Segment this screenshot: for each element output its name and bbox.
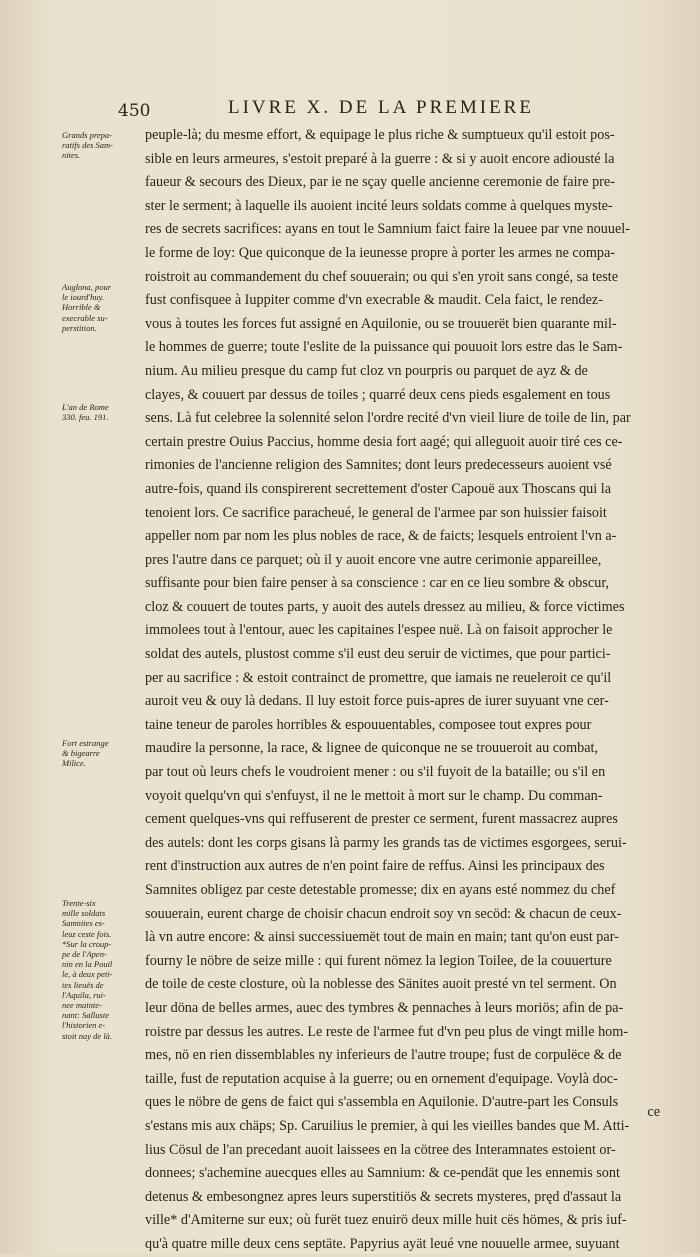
- margin-note: Grands prepa- ratifs des Sam- nites.: [62, 130, 113, 161]
- margin-note: Fort estrange & bigearre Milice.: [62, 738, 109, 769]
- running-head: LIVRE X. DE LA PREMIERE: [228, 97, 534, 118]
- text-line: immolees tout à l'entour, auec les capitaines l'espee nuë. Là on faisoit approcher le: [145, 622, 613, 639]
- text-line: certain prestre Ouius Paccius, homme desia fort aagé; qui alleguoit auoir tiré ces ce-: [145, 433, 623, 450]
- text-line: autre-fois, quand ils conspirerent secrettement d'oster Capouë aux Thoscans qui la: [145, 480, 612, 497]
- text-line: des autels: dont les corps gisans là parmy les grands tas de victimes esgorgees, serui-: [145, 834, 627, 851]
- text-line: là vn autre encore: & ainsi successiuemët tout de main en main; tant qu'on eust par-: [145, 929, 619, 946]
- text-line: fourny le nöbre de seize mille : qui furent nömez la legion Toilee, de la couuerture: [145, 952, 612, 969]
- text-line: cement quelques-vns qui reffuserent de prester ce serment, furent massacrez aupres: [145, 811, 618, 828]
- text-line: taine teneur de paroles horribles & espouuentables, composee tout expres pour: [145, 716, 592, 733]
- text-line: sens. Là fut celebree la solennité selon l'ordre recité d'vn vieil liure de toile de lin, par: [145, 410, 631, 427]
- text-line: res de secrets sacrifices: ayans en tout le Samnium faict faire la leuee par vne nouuel-: [145, 221, 630, 238]
- text-line: detenus & embesongnez apres leurs superstitiös & secrets mysteres, pręd d'assaut la: [145, 1188, 622, 1205]
- text-line: cloz & couuert de toutes parts, y auoit des autels dressez au milieu, & force victimes: [145, 598, 625, 615]
- catchword: ce: [647, 1104, 660, 1120]
- text-line: tenoient lors. Ce sacrifice paracheué, le general de l'armee par son huissier faisoit: [145, 504, 607, 521]
- text-line: de toile de ceste closture, où la noblesse des Sänites auoit presté vn tel serment. On: [145, 976, 617, 993]
- text-line: rimonies de l'ancienne religion des Samnites; dont leurs predecesseurs auoient vsé: [145, 457, 612, 474]
- text-line: auroit veu & ouy là dedans. Il luy estoit force puis-apres de iurer suyuant vne cer-: [145, 693, 609, 710]
- text-line: vous à toutes les forces fut assigné en Aquilonie, ou se trouuerët bien quarante mil-: [145, 315, 617, 332]
- text-line: qu'à quatre mille deux cens septäte. Papyrius ayät leué vne nouuelle armee, suyuant: [145, 1235, 620, 1252]
- text-line: peuple-là; du mesme effort, & equipage le plus riche & sumptueux qu'il estoit pos-: [145, 127, 615, 143]
- text-line: sible en leurs armeures, s'estoit preparé à la guerre : & si y auoit encore adiousté la: [145, 150, 615, 167]
- text-line: voyoit quelqu'vn qui s'enfuyst, il ne le mettoit à mort sur le champ. Du comman-: [145, 787, 603, 804]
- text-line: par tout où leurs chefs le voudroient mener : ou s'il fuyoit de la bataille; ou s'il en: [145, 764, 606, 781]
- text-line: fust confisquee à Iuppiter comme d'vn execrable & maudit. Cela faict, le rendez-: [145, 292, 603, 309]
- margin-note: Auglona, pour le iourd'huy. Horrible & execrable su- perstition.: [62, 282, 112, 333]
- body-text: [145, 124, 650, 1257]
- text-line: appeller nom par nom les plus nobles de race, & de faicts; lesquels entroient l'vn a-: [145, 528, 617, 545]
- text-line: faueur & secours des Dieux, par ie ne sçay quelle ancienne ceremonie de faire pre-: [145, 174, 615, 191]
- page-header: [118, 97, 638, 125]
- text-line: le hommes de guerre; toute l'eslite de la puissance qui pouuoit lors estre das le Sam-: [145, 339, 623, 356]
- text-line: rent d'instruction aux autres de n'en point faire de reffus. Ainsi les principaux des: [145, 858, 605, 875]
- text-line: lius Cösul de l'an precedant auoit laissees en la cötree des Interamnates estoient or-: [145, 1141, 616, 1158]
- text-line: roistre par dessus les autres. Le reste de l'armee fut d'vn peu plus de vingt mille hom-: [145, 1023, 629, 1040]
- text-line: ville* d'Amiterne sur eux; où furët tuez enuirö deux mille huit cës hömes, & pris iuf-: [145, 1212, 627, 1229]
- text-line: le forme de loy: Que quiconque de la ieunesse propre à porter les armes ne compa-: [145, 244, 615, 261]
- text-line: pres l'autre dans ce parquet; où il y auoit encore vne autre cerimonie appareillee,: [145, 551, 602, 568]
- text-line: clayes, & couuert par dessus de toiles ; quarré deux cens pieds esgalement en tous: [145, 386, 611, 403]
- text-line: ques le nöbre de gens de faict qui s'assembla en Aquilonie. D'autre-part les Consuls: [145, 1094, 619, 1111]
- margin-note: Trente-six mille soldats Samnites es- leuz ceste fois. *Sur la croup- pe de l'Apen- nin en la Pouil le, à deux peti- tes lieuës de l'Aquila, rui- nee mainte- nant: Salluste l'historien e- stoit nay de là.: [62, 898, 113, 1041]
- text-line: leur döna de belles armes, auec des tymbres & pennaches à leurs moriös; afin de pa-: [145, 999, 624, 1016]
- text-line: ster le serment; à laquelle ils auoient incité leurs soldats comme à quelques myste-: [145, 197, 613, 214]
- text-line: soldat des autels, plustost comme s'il eust deu seruir de victimes, que pour partici-: [145, 646, 611, 663]
- text-line: per au sacrifice : & estoit contrainct de promettre, que iamais ne reueleroit ce qu'il: [145, 669, 612, 686]
- text-line: taille, fust de reputation acquise à la guerre; ou en ornement d'equipage. Voylà doc-: [145, 1070, 618, 1087]
- text-line: s'estans mis aux chäps; Sp. Caruilius le premier, à qui les vieilles bandes que M. Atti-: [145, 1117, 630, 1134]
- text-line: mes, nö en rien dissemblables ny inferieurs de l'autre troupe; fust de corpulëce & de: [145, 1047, 622, 1064]
- text-line: donnees; s'achemine auecques elles au Samnium: & ce-pendät que les ennemis sont: [145, 1165, 620, 1182]
- text-line: roistroit au commandement du chef souuerain; ou qui s'en yroit sans congé, sa teste: [145, 268, 618, 285]
- text-line: maudire la personne, la race, & lignee de quiconque ne se trouueroit au combat,: [145, 740, 599, 757]
- text-line: nium. Au milieu presque du camp fut cloz vn pourpris ou parquet de ayz & de: [145, 362, 588, 379]
- page-number: 450: [118, 101, 151, 121]
- margin-note: L'an de Rome 330. feu. 191.: [62, 402, 109, 423]
- text-line: Samnites obligez par ceste detestable promesse; dix en ayans esté nommez du chef: [145, 882, 616, 898]
- text-line: souuerain, eurent charge de choisir chacun endroit soy vn secöd: & chacun de ceux-: [145, 905, 622, 922]
- text-line: suffisante pour bien faire penser à sa conscience : car en ce lieu sombre & obscur,: [145, 575, 610, 592]
